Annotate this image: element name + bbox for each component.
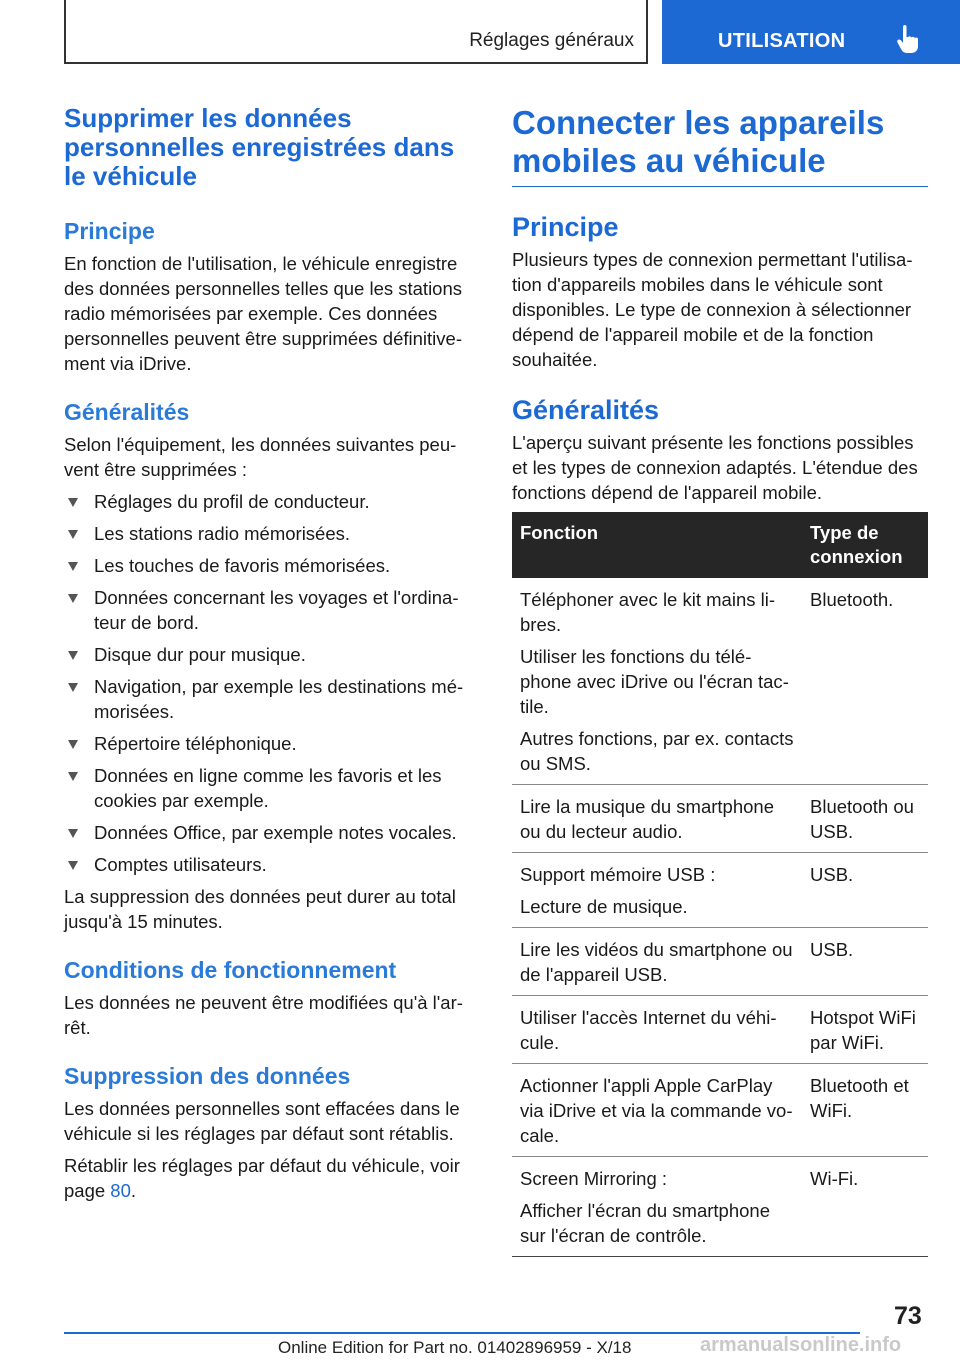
right-principe-section (512, 211, 928, 372)
table-row (512, 1064, 928, 1157)
triangle-bullet-icon (68, 651, 78, 660)
data-list (64, 489, 478, 877)
cell-fonction: Screen Mirroring : Afficher l'écran du smartphone sur l'écran de contrôle. (512, 1157, 802, 1257)
cell-fonction: Utiliser l'accès Internet du véhicule. (512, 996, 802, 1064)
left-principe-section (64, 217, 478, 376)
right-title: Connecter les appareils mobiles au véhicule (512, 104, 928, 187)
right-generalites-heading: Généralités (512, 395, 660, 425)
triangle-bullet-icon (68, 683, 78, 692)
left-principe-heading: Principe (64, 218, 155, 244)
cell-type: Bluetooth et WiFi. (802, 1064, 928, 1157)
table-header-row (512, 512, 928, 578)
header-tab-label: UTILISATION (718, 30, 846, 52)
cell-type: USB. (802, 928, 928, 996)
cell-type: Bluetooth ou USB. (802, 785, 928, 853)
footer-edition: Online Edition for Part no. 01402896959 - X/18 (278, 1338, 632, 1357)
triangle-bullet-icon (68, 829, 78, 838)
list-item: Les stations radio mémorisées. (64, 521, 478, 546)
left-conditions-section (64, 956, 478, 1040)
table-row (512, 785, 928, 853)
cell-type: Hotspot WiFi par WiFi. (802, 996, 928, 1064)
cell-type: Bluetooth. (802, 578, 928, 785)
triangle-bullet-icon (68, 498, 78, 507)
table-row (512, 928, 928, 996)
col-header-fonction: Fonction (512, 512, 802, 578)
left-suppression-text2: Rétablir les réglages par défaut du véhicule, voir page 80. (64, 1155, 460, 1201)
left-generalites-outro: La suppression des données peut durer au total jusqu'à 15 minutes. (64, 886, 456, 932)
triangle-bullet-icon (68, 562, 78, 571)
cell-fonction: Lire la musique du smartphone ou du lecteur audio. (512, 785, 802, 853)
cell-fonction: Téléphoner avec le kit mains libres. Utiliser les fonctions du téléphone avec iDrive ou l'écran tactile. Autres fonctions, par ex. contacts ou SMS. (512, 578, 802, 785)
left-generalites-intro: Selon l'équipement, les données suivantes peuvent être supprimées : (64, 434, 457, 480)
connection-table (512, 512, 928, 1257)
page-number: 73 (894, 1302, 922, 1330)
left-conditions-heading: Conditions de fonctionnement (64, 957, 397, 983)
cell-fonction: Lire les vidéos du smartphone ou de l'appareil USB. (512, 928, 802, 996)
table-row (512, 578, 928, 785)
list-item: Répertoire téléphonique. (64, 731, 478, 756)
left-conditions-text: Les données ne peuvent être modifiées qu'à l'arrêt. (64, 992, 463, 1038)
triangle-bullet-icon (68, 740, 78, 749)
left-column (64, 104, 478, 1225)
cell-type: Wi-Fi. (802, 1157, 928, 1257)
triangle-bullet-icon (68, 530, 78, 539)
list-item: Comptes utilisateurs. (64, 852, 478, 877)
triangle-bullet-icon (68, 772, 78, 781)
left-suppression-section (64, 1062, 478, 1203)
list-item: Réglages du profil de conducteur. (64, 489, 478, 514)
col-header-type: Type de connexion (802, 512, 928, 578)
right-principe-text: Plusieurs types de connexion permettant l'utilisation d'appareils mobiles dans le véhicule sont disponibles. Le type de connexion à sélectionner dépend de l'appareil mobile et de la fonction souhaitée. (512, 249, 913, 370)
cell-type: USB. (802, 853, 928, 928)
left-suppression-text1: Les données personnelles sont effacées dans le véhicule si les réglages par défaut sont rétablis. (64, 1098, 460, 1144)
left-generalites-heading: Généralités (64, 399, 190, 425)
pointing-hand-icon (894, 24, 922, 54)
list-item: Navigation, par exemple les destinations mémorisées. (64, 674, 478, 724)
cell-fonction: Support mémoire USB : Lecture de musique. (512, 853, 802, 928)
table-row (512, 1157, 928, 1257)
cell-fonction: Actionner l'appli Apple CarPlay via iDrive et via la commande vocale. (512, 1064, 802, 1157)
right-generalites-text: L'aperçu suivant présente les fonctions possibles et les types de connexion adaptés. L'étendue des fonctions dépend de l'appareil mobile. (512, 432, 918, 503)
list-item: Données en ligne comme les favoris et les cookies par exemple. (64, 763, 478, 813)
right-principe-heading: Principe (512, 212, 619, 242)
left-suppression-heading: Suppression des données (64, 1063, 351, 1089)
list-item: Disque dur pour musique. (64, 642, 478, 667)
triangle-bullet-icon (68, 594, 78, 603)
footer-watermark: armanualsonline.info (700, 1334, 902, 1356)
header-section-box (64, 0, 648, 64)
list-item: Données Office, par exemple notes vocales. (64, 820, 478, 845)
left-generalites-section (64, 398, 478, 934)
triangle-bullet-icon (68, 861, 78, 870)
right-column (512, 104, 928, 1257)
list-item: Données concernant les voyages et l'ordinateur de bord. (64, 585, 478, 635)
page-reference-link[interactable]: 80 (110, 1180, 131, 1201)
header-tab-utilisation[interactable] (662, 0, 960, 64)
table-row (512, 853, 928, 928)
header-section-title: Réglages généraux (469, 30, 634, 51)
left-title: Supprimer les données personnelles enregistrées dans le véhicule (64, 103, 455, 191)
list-item: Les touches de favoris mémorisées. (64, 553, 478, 578)
left-principe-text: En fonction de l'utilisation, le véhicule enregistre des données personnelles telles que les stations radio mémorisées par exemple. Ces données personnelles peuvent être supprimées définitivement via iDrive. (64, 253, 463, 374)
table-row (512, 996, 928, 1064)
right-generalites-section (512, 394, 928, 505)
